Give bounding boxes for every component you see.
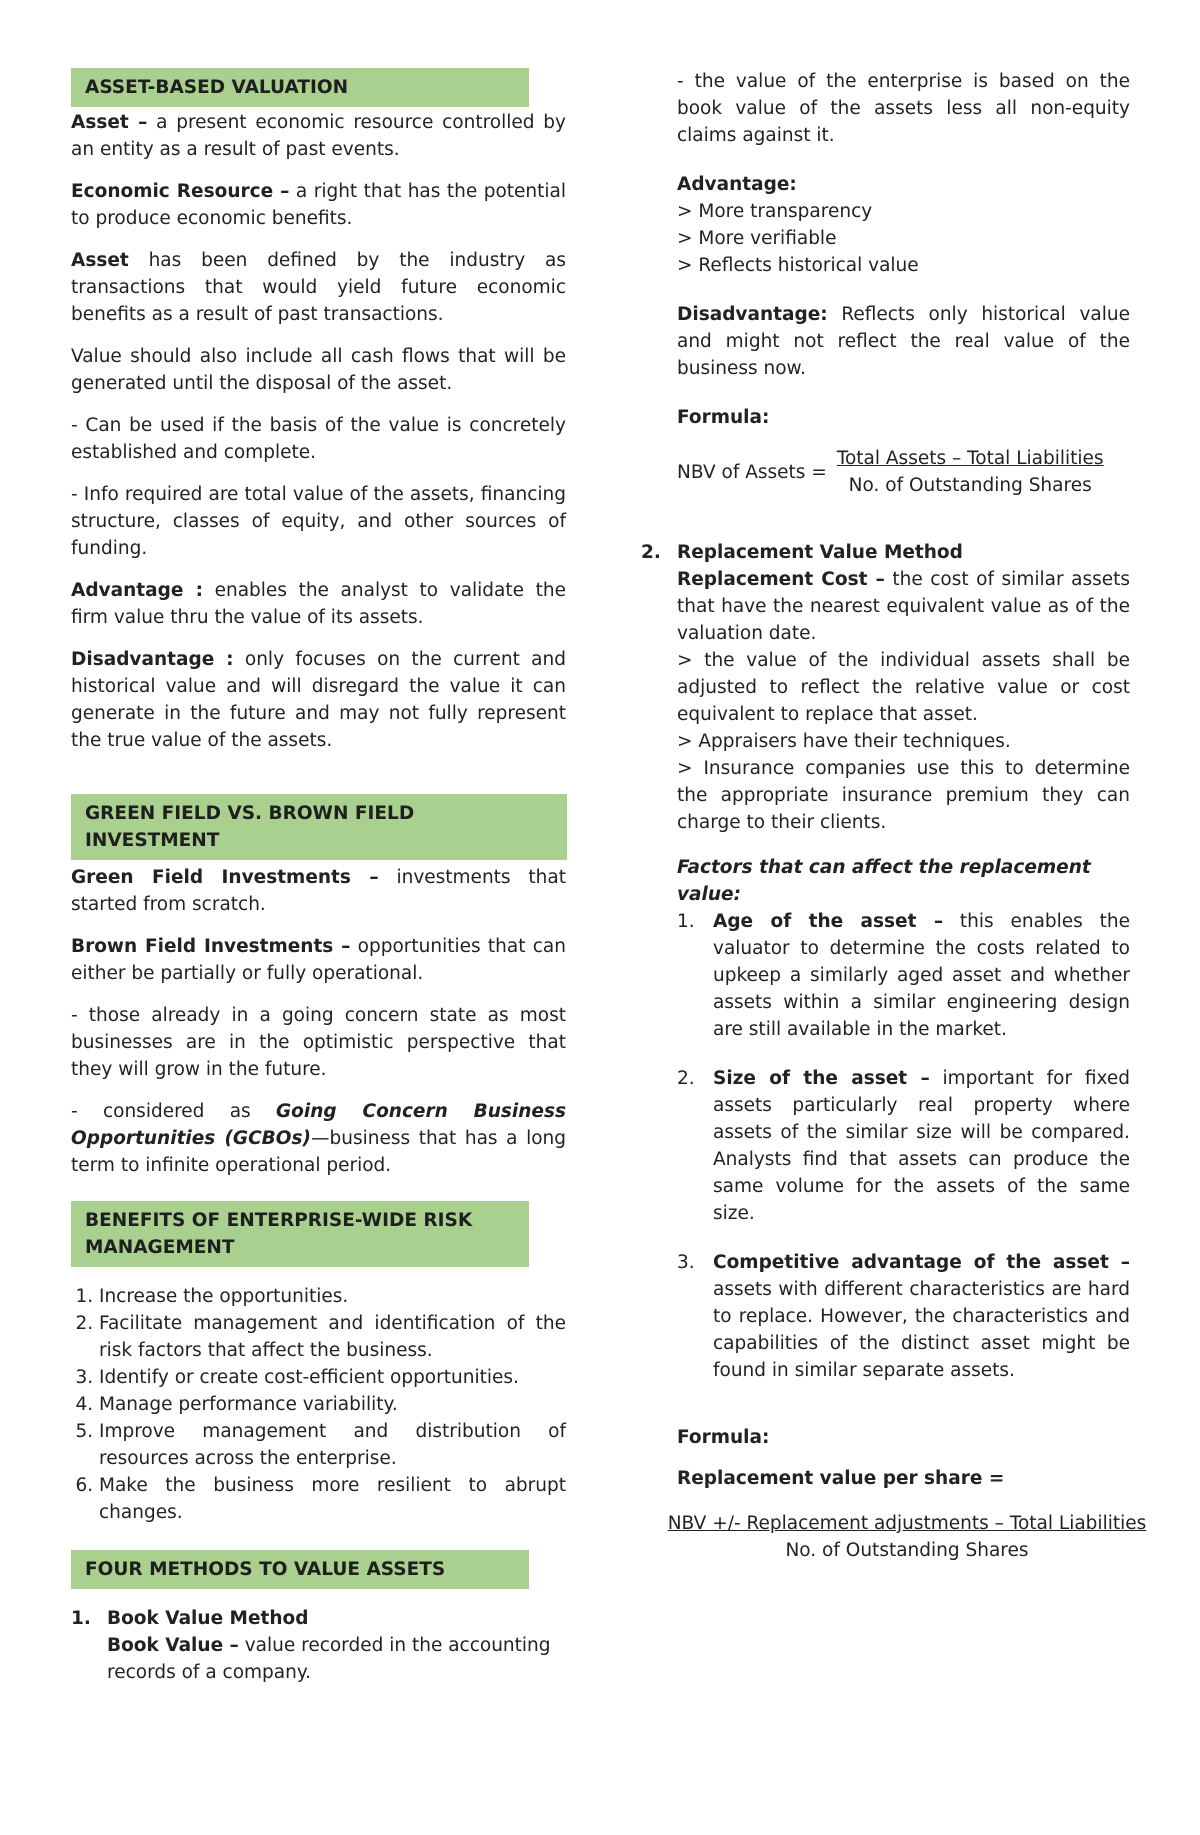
list-item: 3. Identify or create cost-efficient opportunities. (99, 1364, 566, 1391)
formula-denominator: No. of Outstanding Shares (848, 475, 1092, 496)
formula-lhs: NBV of Assets = (677, 461, 827, 483)
method-book-value (71, 1605, 566, 1686)
going-concern-paragraph: - those already in a going concern state as most businesses are in the optimistic perspective that they will grow in the future. (71, 1005, 566, 1080)
replacement-point: > Insurance companies use this to determine the appropriate insurance premium they can charge to their clients. (677, 758, 1130, 833)
method-number: 1. (71, 1608, 91, 1629)
formula-denominator: No. of Outstanding Shares (785, 1540, 1029, 1561)
book-value-definition (107, 1635, 551, 1683)
term: Going Concern Business Opportunities (GCBOs) (71, 1101, 566, 1149)
right-column (641, 68, 1147, 1564)
factors-title: Factors that can affect the replacement value: (677, 857, 1091, 905)
replacement-value-formula (637, 1510, 1177, 1564)
text: - considered as (71, 1101, 251, 1122)
term: Replacement Cost – (677, 569, 885, 590)
formula-label: Formula: (677, 1427, 770, 1448)
term: Disadvantage: (677, 304, 828, 325)
term: Advantage : (71, 580, 203, 601)
definition: only focuses on the current and historical value and will disregard the value it can generate in the future and may not fully represent the true value of the assets. (71, 649, 566, 751)
section-header-erm-benefits: BENEFITS OF ENTERPRISE-WIDE RISK MANAGEMENT (71, 1201, 529, 1267)
formula-numerator: Total Assets – Total Liabilities (836, 448, 1104, 469)
definition: opportunities that can either be partially or fully operational. (71, 936, 566, 984)
definition: important for fixed assets particularly real property where assets of the similar size will be compared. Analysts find that assets can produce the same volume for the assets of the same size. (713, 1068, 1130, 1224)
disadvantage-paragraph (71, 646, 566, 754)
replacement-value-label: Replacement value per share = (677, 1468, 1005, 1489)
factor-number: 3. (677, 1252, 695, 1273)
method-number: 2. (641, 542, 661, 563)
definition: investments that started from scratch. (71, 867, 566, 915)
factor-number: 2. (677, 1068, 695, 1089)
asset-definition (71, 109, 566, 163)
replacement-point: > Appraisers have their techniques. (677, 731, 1011, 752)
section-header-asset-based-valuation: ASSET-BASED VALUATION (71, 68, 529, 107)
replacement-cost-definition (677, 566, 1130, 647)
term: Economic Resource – (71, 181, 290, 202)
replacement-point: > the value of the individual assets shall be adjusted to reflect the relative value or cost equivalent to replace that asset. (677, 650, 1130, 725)
factor-item (677, 908, 1130, 1043)
term: Asset (71, 250, 129, 271)
method-title: Replacement Value Method (677, 542, 963, 563)
definition: Reflects only historical value and might not reflect the real value of the business now. (677, 304, 1130, 379)
list-item: 2. Facilitate management and identification of the risk factors that affect the business. (99, 1310, 566, 1364)
brown-field-definition (71, 933, 566, 987)
term: Age of the asset – (713, 911, 944, 932)
term: Competitive advantage of the asset – (713, 1252, 1130, 1273)
definition: value recorded in the accounting records of a company. (107, 1635, 551, 1683)
term: Brown Field Investments – (71, 936, 351, 957)
benefits-list (71, 1283, 566, 1526)
asset-industry-definition (71, 247, 566, 328)
can-be-used-paragraph: - Can be used if the basis of the value is concretely established and complete. (71, 415, 566, 463)
info-required-paragraph: - Info required are total value of the assets, financing structure, classes of equity, and other sources of funding. (71, 484, 566, 559)
formula-label: Formula: (677, 407, 770, 428)
term: Disadvantage : (71, 649, 234, 670)
nbv-formula (677, 445, 1130, 499)
list-item: > More transparency (677, 201, 873, 222)
definition: a right that has the potential to produce economic benefits. (71, 181, 566, 229)
list-item: 6. Make the business more resilient to abrupt changes. (99, 1472, 566, 1526)
advantage-block (677, 171, 1130, 279)
advantage-paragraph (71, 577, 566, 631)
definition: assets with different characteristics are hard to replace. However, the characteristics and capabilities of the distinct asset might be found in similar separate assets. (713, 1279, 1130, 1381)
formula-fraction (837, 445, 1104, 499)
economic-resource-definition (71, 178, 566, 232)
definition: a present economic resource controlled by an entity as a result of past events. (71, 112, 566, 160)
factor-item (677, 1249, 1130, 1384)
list-item: 5. Improve management and distribution of resources across the enterprise. (99, 1418, 566, 1472)
formula-numerator: NBV +/- Replacement adjustments – Total Liabilities (667, 1513, 1147, 1534)
section-header-green-brown-field: GREEN FIELD VS. BROWN FIELD INVESTMENT (71, 794, 567, 860)
advantage-title: Advantage: (677, 174, 797, 195)
book-value-continued: - the value of the enterprise is based on the book value of the assets less all non-equity claims against it. (677, 71, 1130, 146)
list-item: > More verifiable (677, 228, 837, 249)
definition: this enables the valuator to determine the costs related to upkeep a similarly aged asset and whether assets within a similar engineering design are still available in the market. (713, 911, 1130, 1040)
factor-number: 1. (677, 911, 695, 932)
left-column (71, 68, 566, 1686)
list-item: 1. Increase the opportunities. (99, 1283, 566, 1310)
definition: —business that has a long term to infinite operational period. (71, 1128, 566, 1176)
term: Size of the asset – (713, 1068, 930, 1089)
gcbo-paragraph (71, 1098, 566, 1179)
green-field-definition (71, 864, 566, 918)
list-item: 4. Manage performance variability. (99, 1391, 566, 1418)
definition: the cost of similar assets that have the nearest equivalent value as of the valuation date. (677, 569, 1130, 644)
term: Asset – (71, 112, 148, 133)
disadvantage-paragraph (677, 301, 1130, 382)
term: Book Value – (107, 1635, 239, 1656)
section-header-four-methods: FOUR METHODS TO VALUE ASSETS (71, 1550, 529, 1589)
method-title: Book Value Method (107, 1608, 309, 1629)
definition: enables the analyst to validate the firm value thru the value of its assets. (71, 580, 567, 628)
definition: has been defined by the industry as transactions that would yield future economic benefits as a result of past transactions. (71, 250, 566, 325)
term: Green Field Investments – (71, 867, 379, 888)
value-paragraph: Value should also include all cash flows that will be generated until the disposal of the asset. (71, 346, 566, 394)
factor-item (677, 1065, 1130, 1227)
list-item: > Reflects historical value (677, 255, 919, 276)
method-replacement-value (641, 539, 1130, 836)
